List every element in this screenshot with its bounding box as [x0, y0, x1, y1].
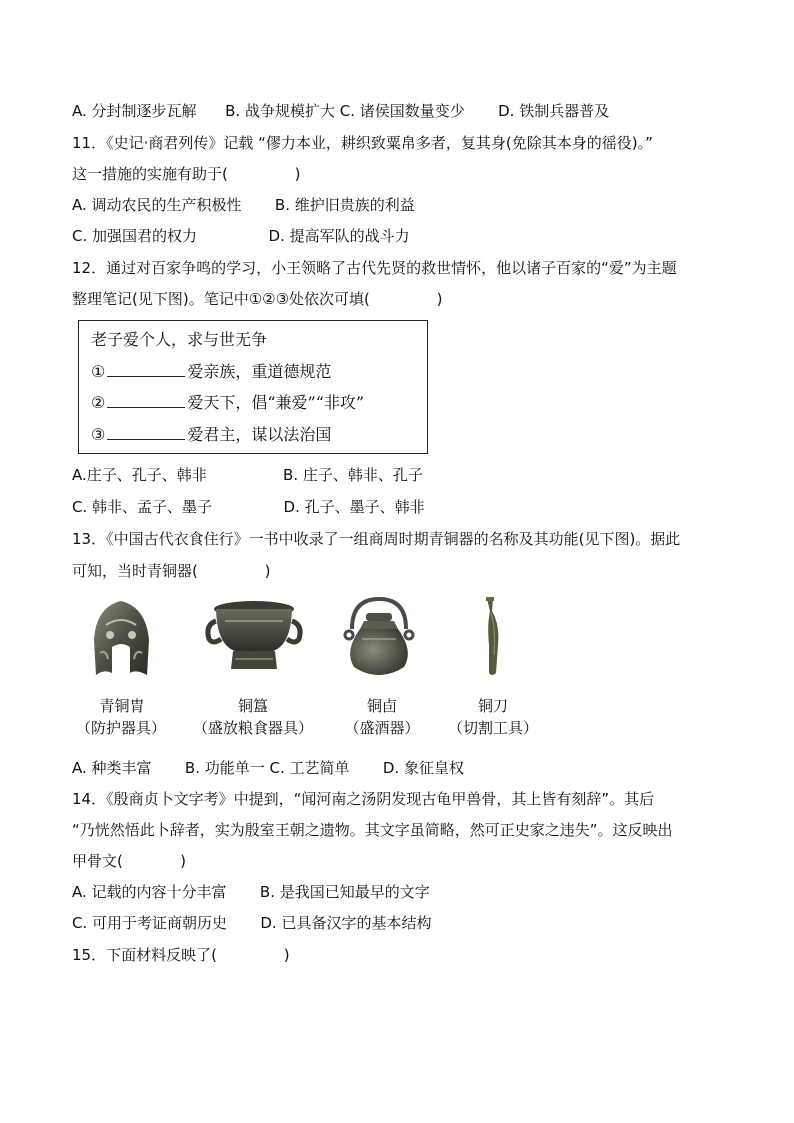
note-row-1 — [91, 362, 331, 382]
bronze-gui-image — [205, 595, 303, 675]
note-blank-2 — [107, 393, 185, 408]
bronze-knife-image — [478, 595, 508, 680]
bronze-func-gui: （盛放粮食器具） — [192, 719, 313, 737]
note-row-3-text: 爱君主，谋以法治国 — [187, 425, 332, 444]
note-box — [78, 320, 428, 454]
q11-stem-line1: 11．《史记·商君列传》记载 “僇力本业，耕织致粟帛多者，复其身(免除其本身的徭役)。” — [72, 134, 653, 152]
q14-stem-line2: “乃恍然悟此卜辞者，实为殷室王朝之遗物。其文字虽简略，然可正史家之违失”。这反映出 — [72, 821, 673, 839]
note-row-2-text: 爱天下，倡“兼爱”“非攻” — [187, 393, 365, 412]
bronze-name-gui: 铜簋 — [237, 697, 268, 715]
bronze-helmet-image — [86, 595, 156, 680]
q14-stem-line1: 14．《殷商贞卜文字考》中提到，“闻河南之汤阴发现古龟甲兽骨，其上皆有刻辞”。其后 — [72, 790, 655, 808]
note-blank-1 — [107, 362, 185, 377]
q12-stem-line2: 整理笔记(见下图)。笔记中①②③处依次可填( ) — [72, 290, 443, 308]
q14-stem-line3: 甲骨文( ) — [72, 852, 186, 870]
note-row-1-text: 爱亲族，重道德规范 — [187, 362, 332, 381]
bronze-name-helmet: 青铜胄 — [99, 697, 145, 715]
bronze-func-knife: （切割工具） — [447, 719, 538, 737]
q13-stem-line2: 可知，当时青铜器( ) — [72, 562, 271, 580]
q11-stem-line2: 这一措施的实施有助于( ) — [72, 165, 301, 183]
note-row-2 — [91, 393, 364, 413]
note-row-3 — [91, 425, 331, 445]
q14-options-cd: C. 可用于考证商朝历史 D. 已具备汉字的基本结构 — [72, 914, 432, 932]
q11-options-ab: A. 调动农民的生产积极性 B. 维护旧贵族的利益 — [72, 196, 415, 214]
note-row-3-mark: ③ — [91, 425, 106, 444]
q11-options-cd: C. 加强国君的权力 D. 提高军队的战斗力 — [72, 227, 410, 245]
q12-stem-line1: 12．通过对百家争鸣的学习，小王领略了古代先贤的救世情怀，他以诸子百家的“爱”为主题 — [72, 259, 677, 277]
q15-stem: 15．下面材料反映了( ) — [72, 946, 290, 964]
q14-options-ab: A. 记载的内容十分丰富 B. 是我国已知最早的文字 — [72, 883, 430, 901]
bronze-func-you: （盛酒器） — [344, 719, 420, 737]
bronze-you-image — [338, 595, 420, 680]
bronze-name-knife: 铜刀 — [477, 697, 508, 715]
bronze-func-helmet: （防护器具） — [75, 719, 166, 737]
note-blank-3 — [107, 425, 185, 440]
q13-options: A. 种类丰富 B. 功能单一 C. 工艺简单 D. 象征皇权 — [72, 759, 464, 777]
q12-options-cd: C. 韩非、孟子、墨子 D. 孔子、墨子、韩非 — [72, 498, 425, 516]
note-title: 老子爱个人，求与世无争 — [91, 330, 268, 349]
note-row-1-mark: ① — [91, 362, 106, 381]
bronze-name-you: 铜卣 — [366, 697, 397, 715]
q13-stem-line1: 13．《中国古代衣食住行》一书中收录了一组商周时期青铜器的名称及其功能(见下图)。据此 — [72, 530, 681, 548]
q12-options-ab: A.庄子、孔子、韩非 B. 庄子、韩非、孔子 — [72, 466, 423, 484]
note-row-2-mark: ② — [91, 393, 106, 412]
q10-options: A. 分封制逐步瓦解 B. 战争规模扩大 C. 诸侯国数量变少 D. 铁制兵器普及 — [72, 102, 610, 120]
